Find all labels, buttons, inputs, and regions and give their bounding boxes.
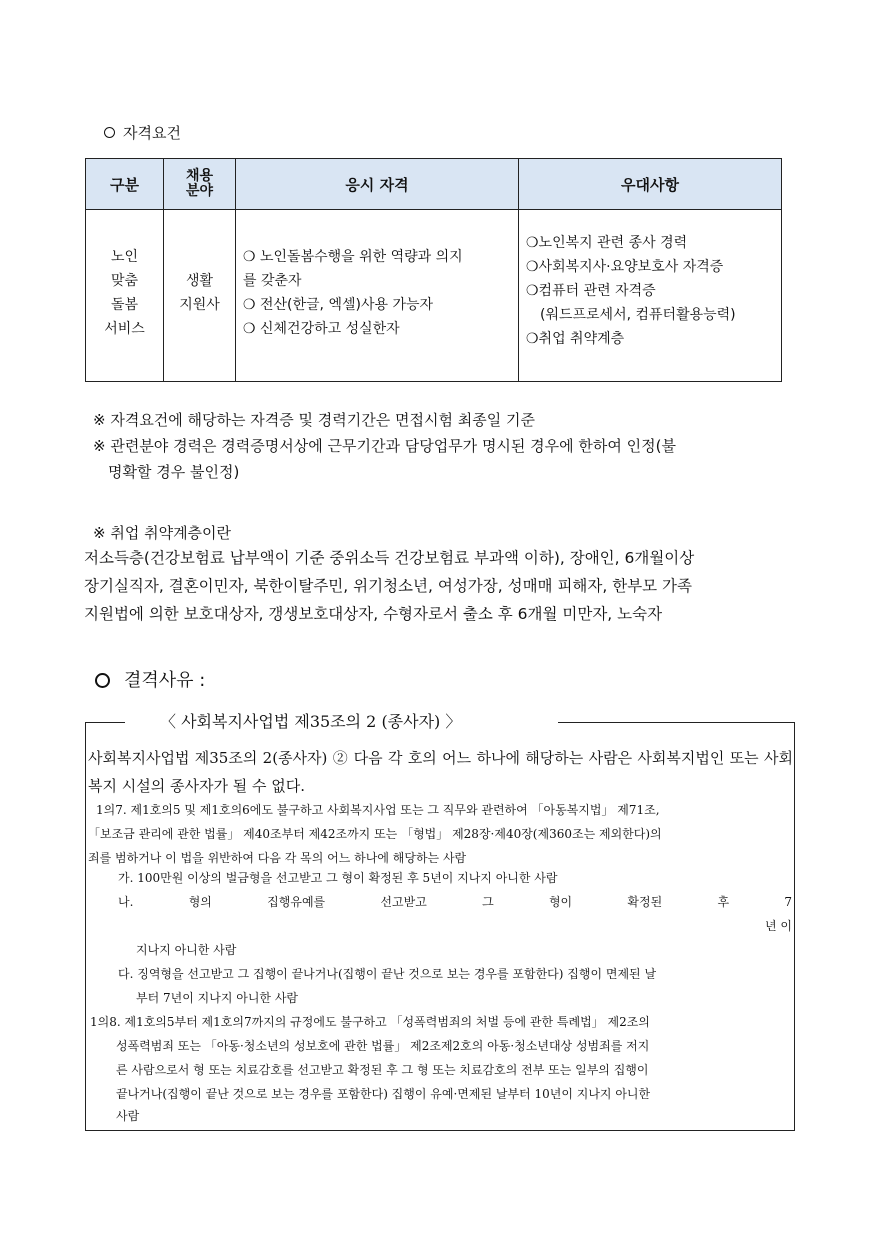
disqualification-heading-text: 결격사유 : (124, 670, 206, 691)
qualifications-heading-text: 자격요건 (123, 124, 181, 142)
eligibility-line: ❍ 전산(한글, 엑셀)사용 가능자 (243, 297, 434, 313)
hollow-circle-bullet-icon (95, 673, 110, 688)
qualification-table (85, 158, 782, 382)
header-eligibility: 응시 자격 (345, 175, 409, 194)
preference-line: ❍취업 취약계층 (526, 331, 625, 347)
preference-line: ❍노인복지 관련 종사 경력 (526, 235, 688, 251)
law-word: 그 (482, 895, 494, 909)
eligibility-line: ❍ 신체건강하고 성실한자 (243, 321, 400, 337)
law-word: 선고받고 (380, 895, 427, 909)
vulnerable-heading: ※ 취업 취약계층이란 (93, 524, 232, 542)
law-line: 지나지 아니한 사람 (136, 943, 237, 957)
law-word: 확정된 (627, 895, 663, 909)
note-line: ※ 자격요건에 해당하는 자격증 및 경력기간은 면접시험 최종일 기준 (93, 411, 535, 429)
cell-field (164, 269, 235, 317)
law-line: 부터 7년이 지나지 아니한 사람 (136, 991, 298, 1005)
vulnerable-line: 장기실직자, 결혼이민자, 북한이탈주민, 위기청소년, 여성가장, 성매매 피해자, 한부모 가족 (84, 577, 693, 595)
cell-category (86, 245, 163, 341)
category-line: 돌봄 (110, 297, 139, 313)
header-field-line1: 채용 (185, 168, 214, 184)
field-line: 생활 (185, 273, 214, 289)
law-word: 7 (784, 895, 792, 909)
law-word: 나. (118, 895, 134, 909)
eligibility-line: ❍ 노인돌봄수행을 위한 역량과 의지 (243, 249, 463, 265)
header-field (164, 159, 235, 209)
law-box-top-border-left (85, 722, 125, 723)
law-line: 다. 징역형을 선고받고 그 집행이 끝나거나(집행이 끝난 것으로 보는 경우를 포함한다) 집행이 면제된 날 (118, 967, 657, 981)
law-line: 사람 (116, 1109, 140, 1123)
eligibility-line: 를 갖춘자 (243, 273, 302, 289)
vulnerable-line: 지원법에 의한 보호대상자, 갱생보호대상자, 수형자로서 출소 후 6개월 미만자, 노숙자 (84, 605, 663, 623)
note-line: ※ 관련분야 경력은 경력증명서상에 근무기간과 담당업무가 명시된 경우에 한하여 인정(불 (93, 437, 676, 455)
law-word: 형이 (548, 895, 573, 909)
law-line: 가. 100만원 이상의 벌금형을 선고받고 그 형이 확정된 후 5년이 지나지 아니한 사람 (118, 871, 558, 885)
law-word: 후 (717, 895, 730, 909)
hollow-circle-bullet-icon (104, 127, 115, 138)
qualification-notes (93, 407, 676, 485)
law-line: 1의7. 제1호의5 및 제1호의6에도 불구하고 사회복지사업 또는 그 직무와 관련하여 「아동복지법」 제71조, (96, 803, 660, 817)
law-word: 집행유예를 (267, 895, 326, 909)
law-line: 년 이 (765, 919, 792, 933)
vulnerable-line: 저소득층(건강보험료 납부액이 기준 중위소득 건강보험료 부과액 이하), 장애인, 6개월이상 (84, 549, 695, 567)
category-line: 서비스 (104, 321, 145, 337)
field-line: 지원사 (179, 297, 220, 313)
category-line: 맞춤 (110, 273, 139, 289)
preference-line: (워드프로세서, 컴퓨터활용능력) (540, 307, 736, 323)
cell-eligibility (243, 245, 517, 341)
disqualification-heading (95, 666, 205, 692)
preference-line: ❍사회복지사·요양보호사 자격증 (526, 259, 724, 275)
cell-preference (526, 231, 781, 351)
law-line: 죄를 범하거나 이 법을 위반하여 다음 각 목의 어느 하나에 해당하는 사람 (88, 851, 467, 865)
law-line: 른 사람으로서 형 또는 치료감호를 선고받고 확정된 후 그 형 또는 치료감호의 전부 또는 일부의 집행이 (116, 1063, 649, 1077)
header-preference: 우대사항 (621, 175, 679, 194)
qualifications-heading (104, 122, 181, 143)
law-line: 「보조금 관리에 관한 법률」 제40조부터 제42조까지 또는 「형법」 제28장·제40장(제360조는 제외한다)의 (88, 827, 662, 841)
note-line: 명확할 경우 불인정) (108, 463, 240, 481)
preference-line: ❍컴퓨터 관련 자격증 (526, 283, 656, 299)
law-line: 1의8. 제1호의5부터 제1호의7까지의 규정에도 불구하고 「성폭력범죄의 처벌 등에 관한 특례법」 제2조의 (90, 1015, 650, 1029)
law-word: 형의 (188, 895, 212, 909)
law-box-title: 〈 사회복지사업법 제35조의 2 (종사자) 〉 (160, 712, 462, 731)
category-line: 노인 (110, 249, 139, 265)
law-line: 성폭력범죄 또는 「아동·청소년의 성보호에 관한 법률」 제2조제2호의 아동·청소년대상 성범죄를 저지 (116, 1039, 650, 1053)
header-category: 구분 (110, 175, 139, 194)
header-field-line2: 분야 (185, 183, 214, 199)
law-box-lead: 사회복지사업법 제35조의 2(종사자) ② 다음 각 호의 어느 하나에 해당하는 사람은 사회복지법인 또는 사회복지 시설의 종사자가 될 수 없다. (88, 749, 793, 795)
law-line: 끝나거나(집행이 끝난 것으로 보는 경우를 포함한다) 집행이 유예·면제된 날부터 10년이 지나지 아니한 (116, 1087, 651, 1101)
vulnerable-description (84, 544, 694, 628)
law-box-top-border-right (558, 722, 795, 723)
law-line-justified (118, 892, 792, 912)
